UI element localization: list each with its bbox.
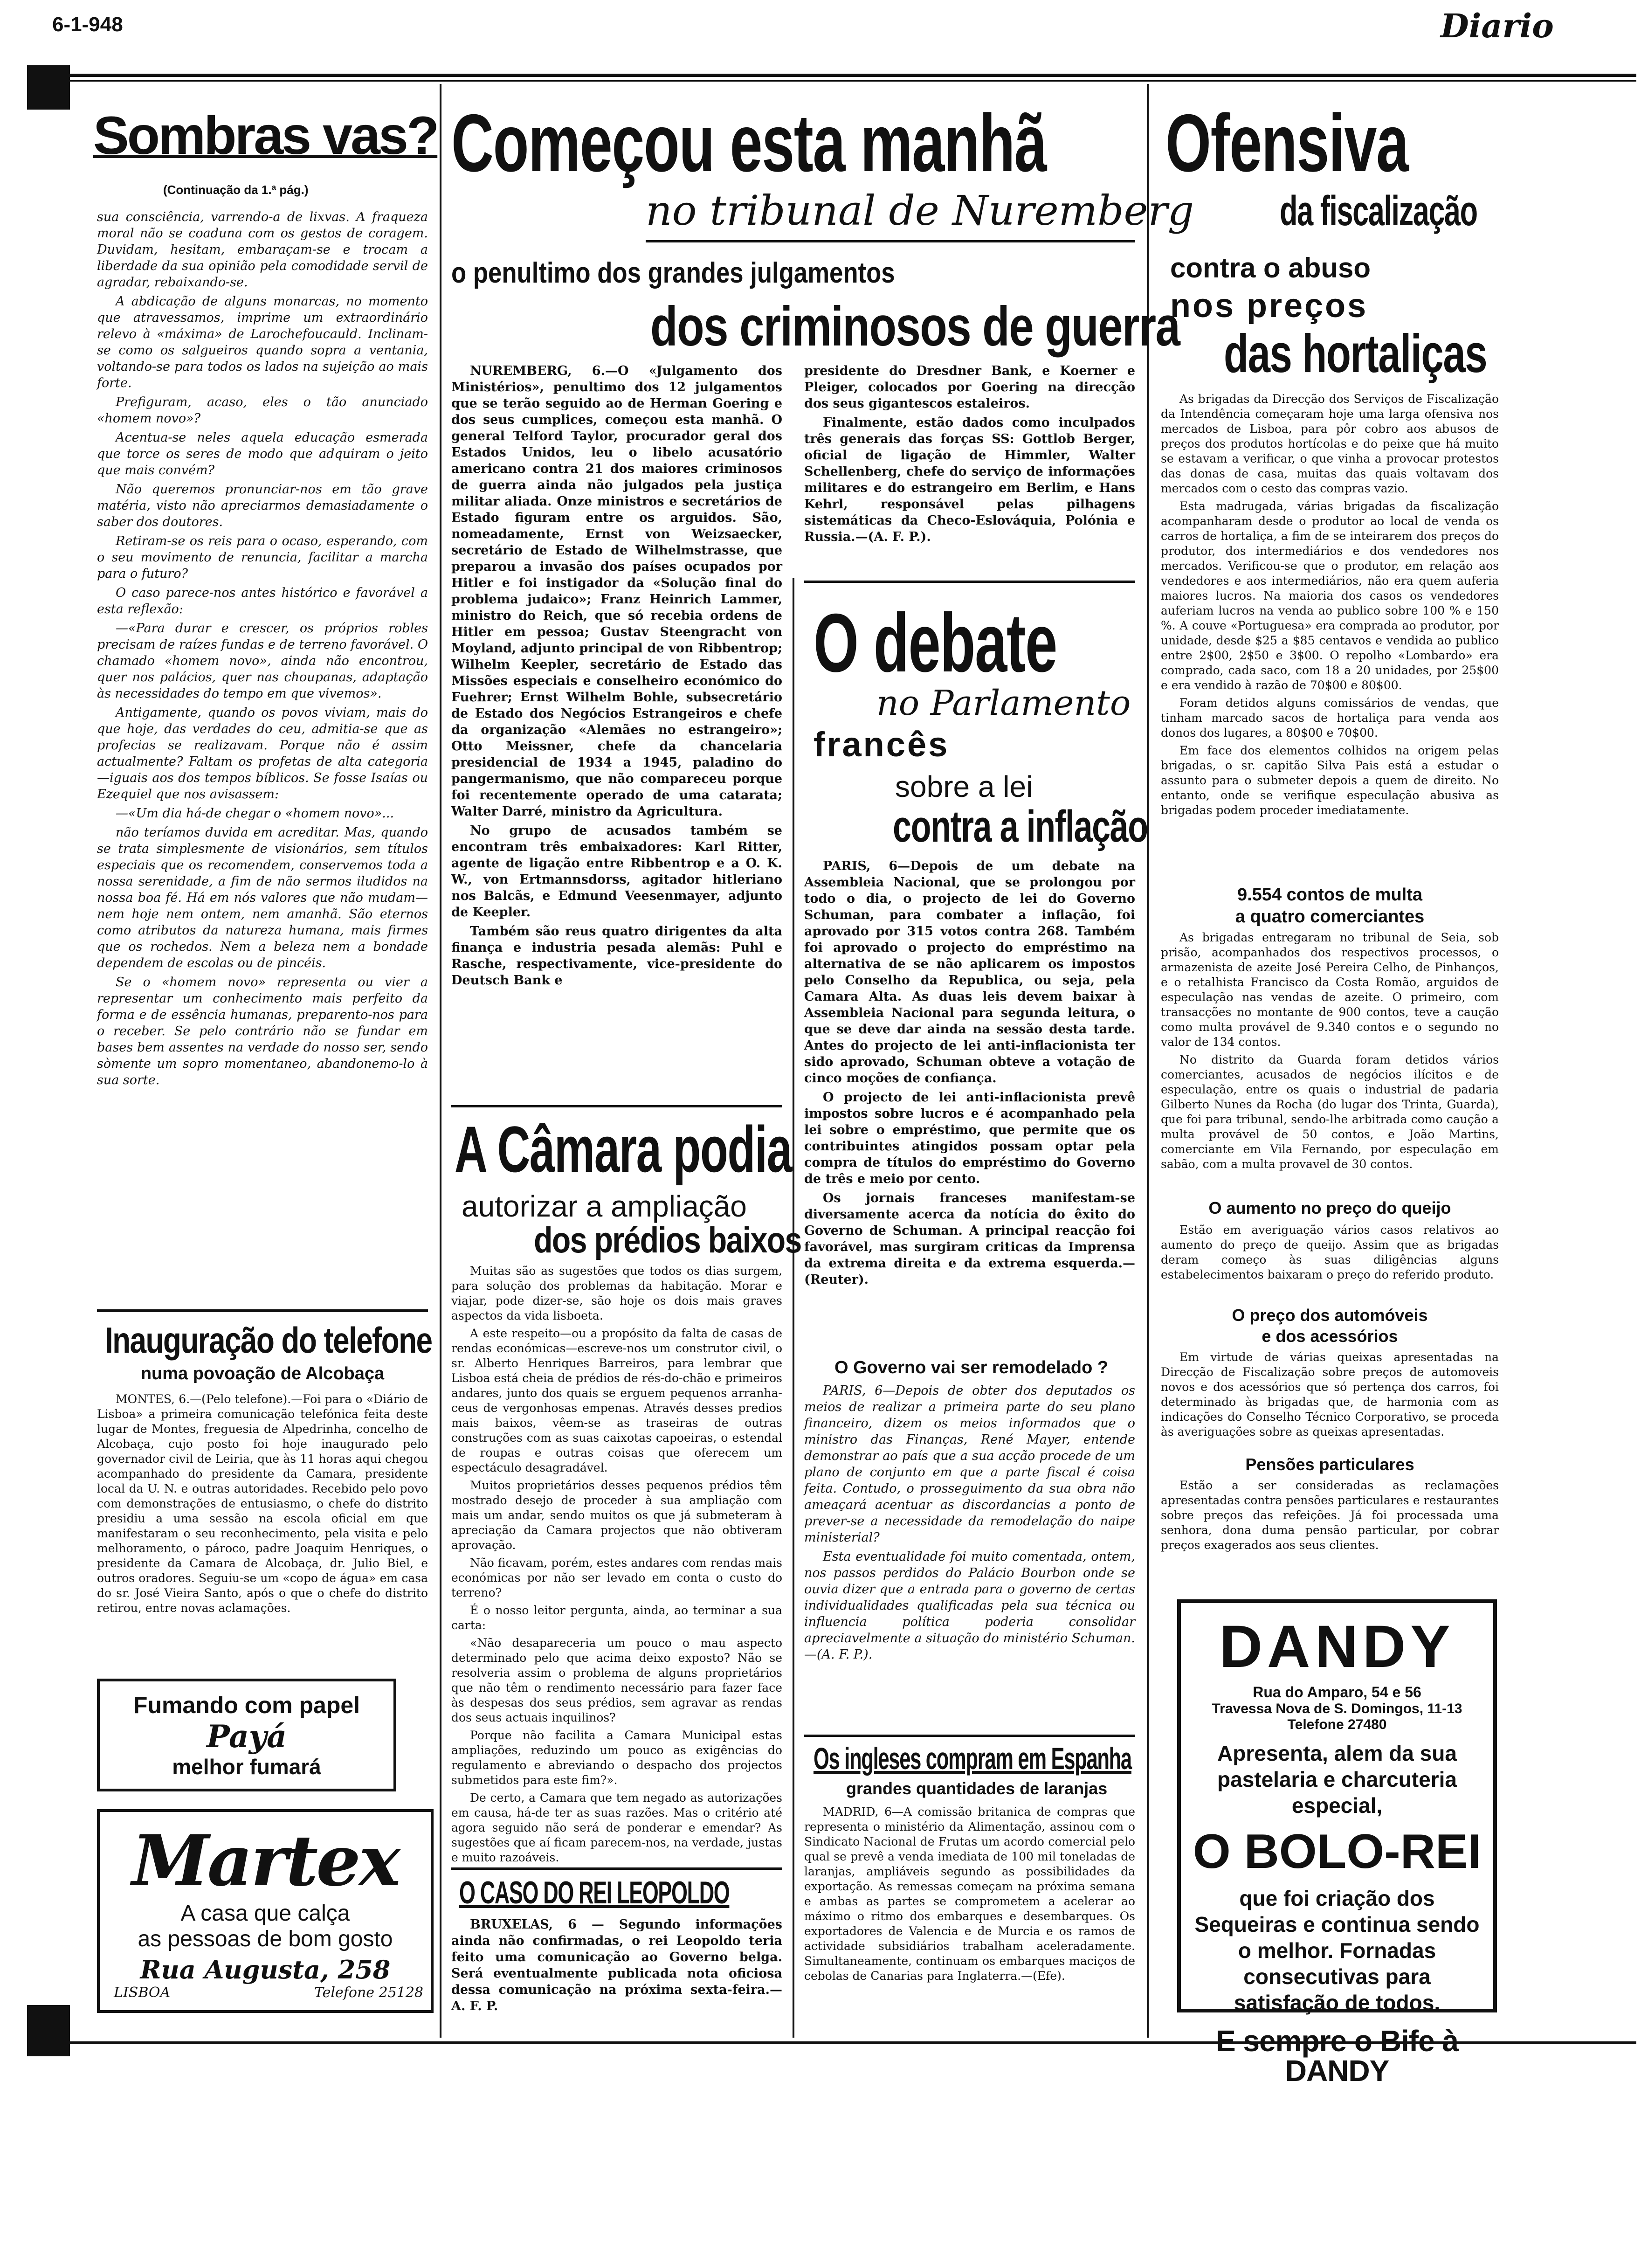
column-rule-1 xyxy=(440,84,441,2038)
telefone-body xyxy=(97,1392,428,1618)
top-rule-thin xyxy=(28,80,1636,82)
ingleses-headline: Os ingleses compram em Espanha xyxy=(814,1741,1131,1776)
multa-paragraph: No distrito da Guarda foram detidos vários comerciantes, acusados de negócios ilícitos e de especulação, entre os quais o industrial de padaria Gilberto Nunes da Rocha (do lugar dos Trinta, Guarda), que foi para tribunal, sendo-lhe arbitrada como caução a multa provável de 50 contos, e João Martins, comerciante em Vila Fernando, por especulação em sabão, com a multa provavel de 30 contos. xyxy=(1161,1053,1499,1171)
newspaper-name: Diario xyxy=(1441,7,1554,45)
debate-paragraph: O projecto de lei anti-inflacionista prevê impostos sobre lucros e é acompanhado pela lei sobre o empréstimo, que permite que os contribuintes atingidos possam optar pela compra de títulos do empréstimo do Governo de três e meio por cento. xyxy=(804,1090,1135,1186)
leopoldo-headline: O CASO DO REI LEOPOLDO xyxy=(459,1875,730,1910)
debate-body xyxy=(804,858,1135,1291)
nuremberg-column-b xyxy=(804,363,1135,548)
nuremberg-headline: Começou esta manhã xyxy=(451,98,1047,189)
nuremberg-paragraph: Finalmente, estão dados como inculpados três generais das forças SS: Gottlob Berger, oficial de ligação de Himmler, Walter Schellenberg, chefe do serviço de informações militares e do estrangeiro em Berlim, e Hans Kehrl, responsável pelas pilhagens sistemáticas da Checo-Eslováquia, Polónia e Russia.—(A. F. P.). xyxy=(804,415,1135,544)
ad-martex-line2: as pessoas de bom gosto xyxy=(138,1927,393,1951)
camara-paragraph: De certo, a Camara que tem negado as autorizações em causa, há-de ter as suas razões. Mas o critério até agora seguido não será de ponderar e emendar? As sugestões que aí ficam parecem-nos, na verdade, justas e muito razoáveis. xyxy=(451,1791,782,1864)
camara-paragraph: Porque não facilita a Camara Municipal estas ampliações, reduzindo um pouco as exigências do regulamento e abreviando o despacho dos projectos submetidos para este fim?». xyxy=(451,1729,782,1787)
ad-martex-brand: Martex xyxy=(131,1820,399,1902)
binding-mark-top xyxy=(27,65,70,110)
ingleses-paragraph: MADRID, 6—A comissão britanica de compras que representa o ministério da Alimentação, assinou com o Sindicato Nacional de Frutas um acordo comercial pelo qual se prevê a venda imediata de 100 mil toneladas de laranjas, ampliáveis segundo as possibilidades da exportação. As remessas começam na próxima semana e ambas as partes se comprometem a acelerar ao máximo o ritmo dos embarques e desembarques. Os exportadores de Valencia e de Murcia e os ramos de actividade subsidiários trabalham aceleradamente. Simultaneamente, continuam os embarques maciços de cebolas de Canarias para Inglaterra.—(Efe). xyxy=(804,1805,1135,1983)
debate-paragraph: PARIS, 6—Depois de um debate na Assembleia Nacional, que se prolongou por todo o dia, o projecto de lei do Governo Schuman, para combater a inflação, foi aprovado por 315 votos contra 268. Também foi aprovado o projecto do empréstimo na alternativa de se não aplicarem os impostos pelo Conselho da Republica, ou seja, pela Camara Alta. As duas leis devem baixar à Assembleia Nacional para segunda leitura, o que se deve dar ainda na sessão desta tarde. Antes do projecto de lei anti-inflacionista ter sido aprovado, Schuman obteve a votação de cinco moções de confiança. xyxy=(804,859,1135,1086)
telefone-subtitle: numa povoação de Alcobaça xyxy=(140,1364,385,1383)
ad-dandy-addr1: Rua do Amparo, 54 e 56 xyxy=(1253,1684,1421,1701)
auto-paragraph: Em virtude de várias queixas apresentadas na Direcção de Fiscalização sobre preços de automoveis novos e dos acessórios que só pertença dos carros, foi determinado às brigadas que, de harmonia com as indicações do Conselho Técnico Corporativo, se proceda às averiguações sobre as queixas apresentadas. xyxy=(1161,1350,1499,1438)
auto-body xyxy=(1161,1350,1499,1442)
camara-paragraph: É o nosso leitor pergunta, ainda, ao terminar a sua carta: xyxy=(451,1604,782,1632)
ad-dandy-addr2: Travessa Nova de S. Domingos, 11-13 xyxy=(1212,1701,1462,1716)
ofensiva-deck1: da fiscalização xyxy=(1280,188,1477,235)
ad-dandy-text1: Apresenta, alem da sua pastelaria e charcuteria especial, xyxy=(1217,1741,1457,1818)
ad-dandy xyxy=(1177,1599,1497,2088)
pensoes-body xyxy=(1161,1478,1499,1556)
sombras-paragraph: sua consciência, varrendo-a de lixvas. A fraqueza moral não se coaduna com os gestos de coragem. Duvidam, hesitam, embaraçam-se e trocam a liberdade da sua opinião pela comodidade servil de agradar, rebaixando-se. xyxy=(97,210,428,290)
debate-headline: O debate xyxy=(814,596,1057,689)
sombras-paragraph: —«Um dia há-de chegar o «homem novo»... xyxy=(116,806,394,821)
multa-title: 9.554 contos de multa xyxy=(1237,885,1422,905)
camara-paragraph: Não ficavam, porém, estes andares com rendas mais económicas por não ser levado em conta o custo do terreno? xyxy=(451,1556,782,1599)
debate-deck2: francês xyxy=(814,725,950,764)
debate-paragraph: Os jornais franceses manifestam-se diversamente acerca da notícia do êxito do Governo de Schuman. A principal reacção foi favorável, mas surgiram criticas da Imprensa da extrema direita e da extrema esquerda.—(Reuter). xyxy=(804,1191,1135,1287)
multa-body xyxy=(1161,930,1499,1175)
ofensiva-deck3: nos preços xyxy=(1170,287,1368,325)
divider xyxy=(451,1105,782,1107)
ofensiva-headline: Ofensiva xyxy=(1165,98,1408,189)
camara-body xyxy=(451,1264,782,1868)
debate-deck3: sobre a lei xyxy=(895,770,1033,803)
column-rule-3 xyxy=(1147,84,1149,2038)
ofensiva-body xyxy=(1161,392,1499,821)
auto-title2: e dos acessórios xyxy=(1262,1327,1398,1346)
ad-dandy-footer: E sempre o Bife à DANDY xyxy=(1215,2024,1459,2088)
ad-martex-line1: A casa que calça xyxy=(180,1901,350,1926)
ad-martex-phone: Telefone 25128 xyxy=(314,1984,423,2001)
ofensiva-deck4: das hortaliças xyxy=(1224,323,1487,384)
camara-deck2: dos prédios baixos xyxy=(534,1219,801,1260)
camara-headline: A Câmara podia xyxy=(455,1113,792,1186)
page-date: 6-1-948 xyxy=(52,13,123,36)
nuremberg-column-a xyxy=(451,363,782,991)
sombras-paragraph: A abdicação de alguns monarcas, no momento que atravessamos, imprime um extraordinário relevo à «máxima» de Larochefoucauld. Inclinam-se como os salgueiros quando sopra a ventania, voltando-se para todos os lados na sujeição ao mais forte. xyxy=(97,294,428,390)
divider xyxy=(804,1735,1135,1737)
ad-dandy-text2: que foi criação dos Sequeiras e continua sendo o melhor. Fornadas consecutivas para satisfação de todos. xyxy=(1194,1886,1480,2015)
ad-martex-city: LISBOA xyxy=(114,1984,171,2001)
queijo-title: O aumento no preço do queijo xyxy=(1208,1198,1451,1217)
sombras-paragraph: não teríamos duvida em acreditar. Mas, quando se trata simplesmente de visionários, sem títulos especiais que os recomendem, conservemos toda a nossa serenidade, a fim de não sermos iludidos na nossa boa fé. Há em nós valores que não mudam—nem hoje nem ontem, nem amanhã. São eternos como atributos da natureza humana, mais firmes que os rochedos. Nem a beleza nem a bondade dependem de escolas ou de pincéis. xyxy=(97,825,428,970)
camara-paragraph: Muitos proprietários desses pequenos prédios têm mostrado desejo de proceder à sua ampliação com mais um andar, sendo muitos os que já submeteram à apreciação da Camara projectos que não obtiveram aprovação. xyxy=(451,1479,782,1552)
remodel-body xyxy=(804,1383,1135,1666)
nuremberg-paragraph: presidente do Dresdner Bank, e Koerner e Pleiger, colocados por Goering na direcção dos seus gigantescos estaleiros. xyxy=(804,364,1135,411)
sombras-paragraph: Prefiguram, acaso, eles o tão anunciado «homem novo»? xyxy=(97,395,428,426)
nuremberg-paragraph: NUREMBERG, 6.—O «Julgamento dos Ministérios», penultimo dos 12 julgamentos que se terão seguido ao de Herman Goering e dos seus cumplices, começou esta manhã. O general Telford Taylor, procurador geral dos Estados Unidos, leu o libelo acusatório americano contra 21 dos maiores criminosos de guerra ainda não julgados pela justiça militar aliada. Onze ministros e secretários de Estado figuram entre os arguidos. São, nomeadamente, Ernst von Weizsaecker, secretário de Estado de Wilhelmstrasse, que preparou a invasão dos países ocupados por Hitler e foi instigador da «Solução final do problema judaico»; Franz Heinrich Lammer, ministro do Reich, que só recebia ordens de Hitler em pessoa; Gustav Steengracht von Moyland, adjunto principal de von Ribbentrop; Wilhelm Keepler, secretário de Estado das Missões especiais e conselheiro económico do Fuehrer; Ernst Wilhelm Bohle, subsecretário de Estado dos Negócios Estrangeiros e chefe da organização «Alemães no estrangeiro»; Otto Meissner, chefe da chancelaria presidencial de 1934 a 1945, paladino do pangermanismo, que não compareceu porque foi recentemente operado de uma catarata; Walter Darré, ministro da Agricultura. xyxy=(451,364,782,819)
sombras-paragraph: —«Para durar e crescer, os próprios robles precisam de raízes fundas e de terreno favorável. O chamado «homem novo», ainda não encontrou, quer nos palácios, quer nas choupanas, adaptação às necessidades do tempo em que vivemos». xyxy=(97,621,428,701)
ad-martex xyxy=(97,1809,434,2013)
sombras-body xyxy=(97,209,428,1091)
leopoldo-paragraph: BRUXELAS, 6 — Segundo informações ainda não confirmadas, o rei Leopoldo teria feito uma comunicação ao Governo belga. Será eventualmente publicada nota oficiosa dessa comunicação na próxima sexta-feira.— A. F. P. xyxy=(451,1917,782,2013)
ad-paya-line2: melhor fumará xyxy=(172,1755,321,1779)
ad-paya-line1: Fumando com papel xyxy=(133,1692,360,1718)
ad-dandy-phone: Telefone 27480 xyxy=(1287,1717,1387,1732)
sombras-paragraph: Retiram-se os reis para o ocaso, esperando, com o seu movimento de renuncia, facilitar a marcha para o futuro? xyxy=(97,534,428,581)
camara-paragraph: Muitas são as sugestões que todos os dias surgem, para solução dos problemas da habitação. Morar e viajar, pode dizer-se, são hoje os dois mais graves aspectos da vida lisboeta. xyxy=(451,1264,782,1322)
nuremberg-subhead: no tribunal de Nuremberg xyxy=(646,187,1194,235)
multa-paragraph: As brigadas entregaram no tribunal de Seia, sob prisão, acompanhados dos respectivos processos, o armazenista de azeite José Pereira Celho, de Pinhanços, e o retalhista Francisco da Costa Romão, arguidos de especulação nas vendas de azeite. O primeiro, com transacções no montante de 900 contos, teve a caução como multa provável de 9.340 contos e o segundo no valor de 134 contos. xyxy=(1161,931,1499,1049)
ofensiva-paragraph: Foram detidos alguns comissários de vendas, que tinham marcado sacos de hortaliça para venda aos donos dos lugares, a 80$00 e 70$00. xyxy=(1161,696,1499,740)
sombras-continuation: (Continuação da 1.ª pág.) xyxy=(163,183,309,197)
ofensiva-paragraph: Em face dos elementos colhidos na origem pelas brigadas, o sr. capitão Silva Pais está a estudar o assunto para o submeter depois a quem de direito. No entanto, onde se verifique especulação abusiva as brigadas podem proceder imediatamente. xyxy=(1161,744,1499,817)
telefone-paragraph: MONTES, 6.—(Pelo telefone).—Foi para o «Diário de Lisboa» a primeira comunicação telefónica feita deste lugar de Montes, freguesia de Alpedrinha, concelho de Alcobaça, cujo posto foi hoje inaugurado pelo governador civil de Leiria, que às 11 horas aqui chegou acompanhado do presidente da Camara, presidente local da U. N. e outras autoridades. Recebido pelo povo com demonstrações de entusiasmo, o chefe do distrito presidiu a uma sessão na escola oficial em que manifestaram o seu reconhecimento, pela visita e pelo melhoramento, o pároco, padre Joaquim Henriques, o presidente da Camara de Alcobaça, dr. Julio Biel, e outros oradores. Seguiu-se um «copo de água» em casa do sr. José Vieira Santo, após o que o chefe do distrito retirou, entre novas aclamações. xyxy=(97,1392,428,1615)
sombras-paragraph: Se o «homem novo» representa ou vier a representar um conhecimento mais perfeito da forma e de essência humanas, preparento-nos para o receber. Se pelo contrário não se fundar em bases bem assentes na verdade do nosso ser, sendo sòmente um sopro momentaneo, abandonemo-lo à sua sorte. xyxy=(97,975,428,1087)
leopoldo-body xyxy=(451,1916,782,2017)
queijo-paragraph: Estão em averiguação vários casos relativos ao aumento do preço de queijo. Assim que as brigadas deram começo às suas diligências alguns estabelecimentos baixaram o preço do referido produto. xyxy=(1161,1223,1499,1281)
nuremberg-deck1: o penultimo dos grandes julgamentos xyxy=(451,257,895,289)
top-rule xyxy=(28,74,1636,77)
ad-dandy-brand: DANDY xyxy=(1219,1613,1455,1680)
telefone-title: Inauguração do telefone xyxy=(105,1320,432,1361)
queijo-body xyxy=(1161,1223,1499,1285)
ad-martex-address: Rua Augusta, 258 xyxy=(140,1955,391,1984)
subhead-underline xyxy=(646,240,1135,242)
nuremberg-paragraph: Também são reus quatro dirigentes da alta finança e industria pesada alemãs: Puhl e Rasche, respectivamente, vice-presidente do Deutsch Bank e xyxy=(451,924,782,988)
divider xyxy=(804,581,1135,583)
sombras-paragraph: O caso parece-nos antes histórico e favorável a esta reflexão: xyxy=(97,586,428,616)
ofensiva-deck2: contra o abuso xyxy=(1170,252,1371,284)
binding-mark-bottom xyxy=(27,2005,70,2056)
sombras-paragraph: Não queremos pronunciar-nos em tão grave matéria, visto não apreciarmos demasiadamente o saber dos doutores. xyxy=(97,482,428,529)
ingleses-body xyxy=(804,1805,1135,1986)
nuremberg-deck2: dos criminosos de guerra xyxy=(650,295,1180,358)
ad-paya xyxy=(97,1679,396,1791)
sombras-paragraph: Acentua-se neles aquela educação esmerada que torce os seres de modo que adquiram o jeito que mais convém? xyxy=(97,430,428,477)
multa-subtitle: a quatro comerciantes xyxy=(1235,907,1425,927)
ofensiva-paragraph: Esta madrugada, várias brigadas da fiscalização acompanharam desde o produtor ao local de venda os carros de hortaliça, a fim de se inteirarem dos preços do produtor, dos intermediários e dos vendedores nos mercados. Verificou-se que o produtor, em relação aos vendedores e aos intermediários, não era quem auferia maiores lucros. Na maioria dos casos os vendedores auferiam lucros na venda ao publico sobre 100 % e 150 %. A couve «Portuguesa» era comprada ao produtor, por unidade, desde $25 a $85 centavos e vendida ao publico entre 2$00, 2$50 e 3$00. O repolho «Lombardo» era comprado, cada saco, com 18 a 20 unidades, por 25$00 e era vendido à razão de 70$00 e 80$00. xyxy=(1161,499,1499,692)
ad-paya-brand: Payá xyxy=(207,1718,287,1755)
remodel-paragraph: Esta eventualidade foi muito comentada, ontem, nos passos perdidos do Palácio Bourbon onde se ouvia dizer que a entrada para o governo de certas individualidades qualificadas pela sua técnica ou influencia política poderia consolidar apreciavelmente a situação do ministério Schuman.—(A. F. P.). xyxy=(804,1549,1135,1662)
ofensiva-paragraph: As brigadas da Direcção dos Serviços de Fiscalização da Intendência começaram hoje uma larga ofensiva nos mercados de Lisboa, para pôr cobro aos abusos de preços dos produtos hortícolas e do peixe que há muito se estavam a verificar, o que vinha a provocar protestos das donas de casa, muitas das quais voltavam dos mercados com o cesto das compras vazio. xyxy=(1161,392,1499,495)
debate-deck4: contra a inflação xyxy=(893,802,1148,851)
camara-deck1: autorizar a ampliação xyxy=(462,1189,747,1223)
divider xyxy=(97,1309,428,1312)
sombras-title: Sombras vas? xyxy=(93,106,438,166)
pensoes-paragraph: Estão a ser consideradas as reclamações apresentadas contra pensões particulares e restaurantes sobre preços das refeições. Já foi processada uma senhora, dona duma pensão particular, por cobrar preços exagerados aos seus clientes. xyxy=(1161,1479,1499,1552)
auto-title1: O preço dos automóveis xyxy=(1232,1306,1428,1325)
debate-deck1: no Parlamento xyxy=(876,683,1131,723)
pensoes-title: Pensões particulares xyxy=(1245,1455,1414,1474)
ingleses-subtitle: grandes quantidades de laranjas xyxy=(846,1779,1108,1798)
remodel-paragraph: PARIS, 6—Depois de obter dos deputados os meios de realizar a primeira parte do seu plano financeiro, dizem os meios informados que o ministro das Finanças, René Mayer, entende demonstrar ao país que a sua acção procede de um plano de conjunto em que a parte fiscal é coisa feita. Contudo, o prosseguimento da sua obra não ameaçará acentuar as discordancias a ponto de prever-se a necessidade da remodelação do naipe ministerial? xyxy=(804,1383,1135,1545)
camara-paragraph: A este respeito—ou a propósito da falta de casas de rendas económicas—escreve-nos um construtor civil, o sr. Alberto Henriques Barreiros, para lembrar que Lisboa está cheia de prédios de rés-do-chão e primeiros andares, junto dos quais se erguem pequenos arranha-ceus de vergonhosas empenas. Através desses predios mais baixos, vêem-se as traseiras de outras construções com as suas caixotas capoeiras, o estendal de roupas e outras coisas que oferecem um espectáculo desagradável. xyxy=(451,1327,782,1474)
remodel-title: O Governo vai ser remodelado ? xyxy=(834,1358,1109,1377)
sombras-paragraph: Antigamente, quando os povos viviam, mais do que hoje, das verdades do ceu, admitia-se que as profecias se realizavam. Porque não é assim actualmente? Faltam os profetas de alta categoria—iguais aos dos tempos bíblicos. Se fosse Isaías ou Ezequiel que nos avisassem: xyxy=(97,705,428,802)
camara-paragraph: «Não desapareceria um pouco o mau aspecto determinado pelo que acima deixo exposto? Não se resolveria assim o problema de alguns proprietários que não têm o rendimento necessário para fazer face às despesas dos seus prédios, sem agravar as rendas dos seus actuais inquilinos? xyxy=(451,1636,782,1724)
nuremberg-paragraph: No grupo de acusados também se encontram três embaixadores: Karl Ritter, agente de ligação entre Ribbentrop e a O. K. W., von Ertmannsdorss, agitador hitleriano nos Balcãs, e Edmund Veesenmayer, adjunto de Keepler. xyxy=(451,823,782,920)
ad-dandy-highlight: O BOLO-REI xyxy=(1193,1825,1482,1879)
column-rule-2 xyxy=(793,578,794,2038)
divider xyxy=(451,1867,782,1870)
